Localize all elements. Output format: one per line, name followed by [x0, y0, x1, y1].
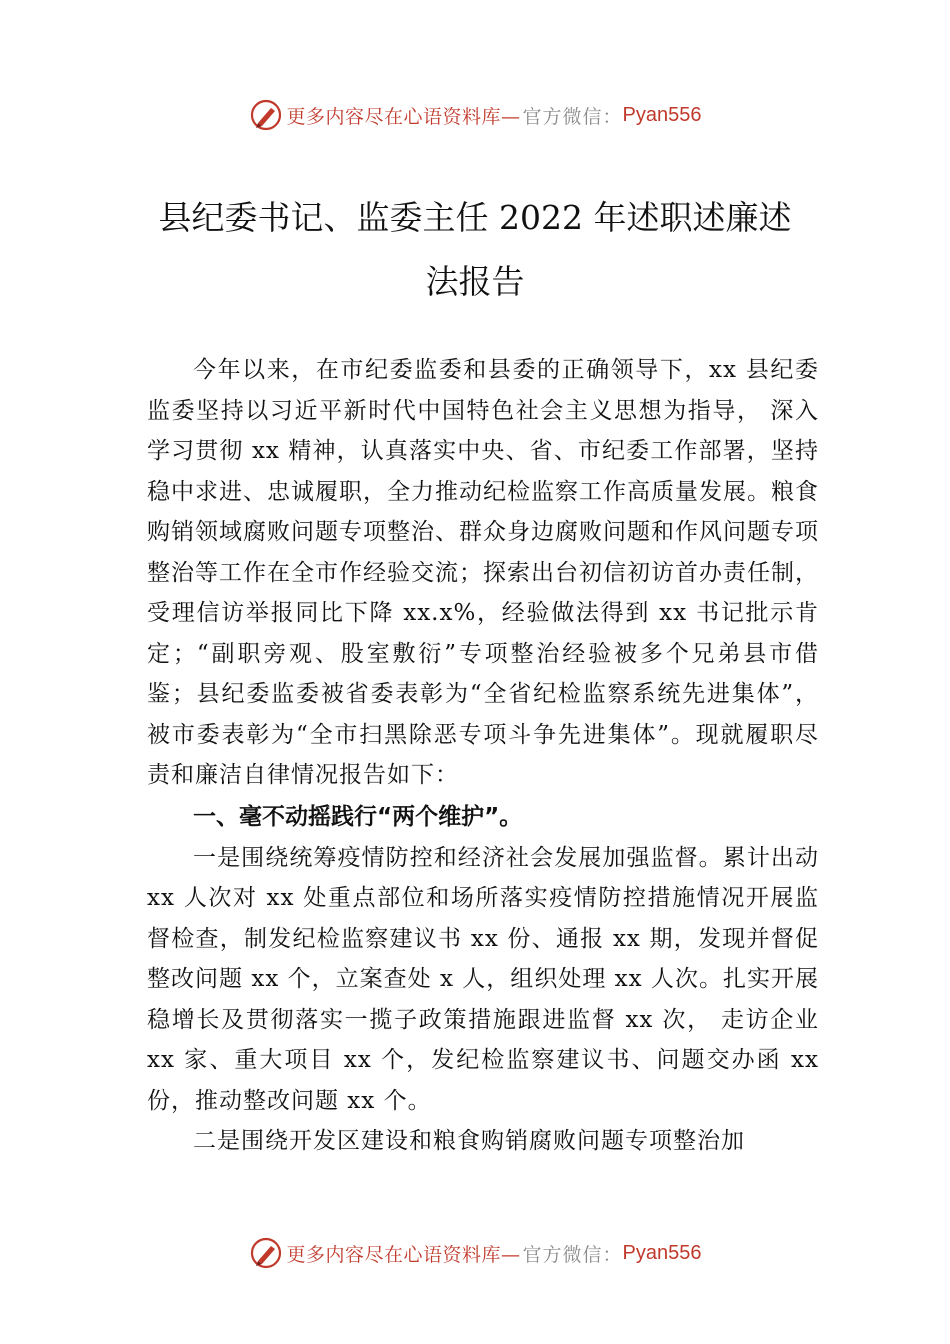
- pen-logo-icon: [249, 98, 283, 132]
- intro-paragraph: 今年以来，在市纪委监委和县委的正确领导下，xx 县纪委监委坚持以习近平新时代中国特色社会主义思想为指导， 深入学习贯彻 xx 精神，认真落实中央、省、市纪委工作部署，坚持稳中求进、忠诚履职，全力推动纪检监察工作高质量发展。粮食购销领域腐败问题专项整治、群众身边腐败问题和作风问题专项整治等工作在全市作经验交流；探索出台初信初访首办责任制，受理信访举报同比下降 xx.x%，经验做法得到 xx 书记批示肯定；“副职旁观、股室敷衍”专项整治经验被多个兄弟县市借鉴；县纪委监委被省委表彰为“全省纪检监察系统先进集体”，被市委表彰为“全市扫黑除恶专项斗争先进集体”。现就履职尽责和廉洁自律情况报告如下：: [147, 357, 819, 788]
- footer-banner: [0, 1233, 950, 1273]
- banner-wechat-id: Pyan556: [622, 103, 702, 126]
- banner-wechat-label: 官方微信：: [522, 105, 623, 128]
- document-title: [120, 186, 830, 314]
- banner-text: 更多内容尽在心语资料库—: [286, 1243, 521, 1266]
- document-body: [147, 350, 819, 1162]
- pen-logo-icon: [249, 1236, 283, 1270]
- paragraph-1: 一是围绕统筹疫情防控和经济社会发展加强监督。累计出动 xx 人次对 xx 处重点部位和场所落实疫情防控措施情况开展监督检查，制发纪检监察建议书 xx 份、通报 xx 期，发现并督促整改问题 xx 个，立案查处 x 人，组织处理 xx 人次。扎实开展稳增长及贯彻落实一揽子政策措施跟进监督 xx 次， 走访企业 xx 家、重大项目 xx 个，发纪检监察建议书、问题交办函 xx 份，推动整改问题 xx 个。: [147, 844, 819, 1114]
- section-heading-1: 一、毫不动摇践行“两个维护”。: [193, 803, 523, 830]
- title-line-1: 县纪委书记、监委主任 2022 年述职述廉述: [158, 198, 792, 237]
- banner-wechat-label: 官方微信：: [522, 1243, 623, 1266]
- banner-wechat-id: Pyan556: [622, 1241, 702, 1264]
- paragraph-2: 二是围绕开发区建设和粮食购销腐败问题专项整治加: [193, 1128, 745, 1154]
- title-line-2: 法报告: [425, 262, 525, 301]
- banner-text: 更多内容尽在心语资料库—: [286, 105, 521, 128]
- header-banner: [0, 95, 950, 135]
